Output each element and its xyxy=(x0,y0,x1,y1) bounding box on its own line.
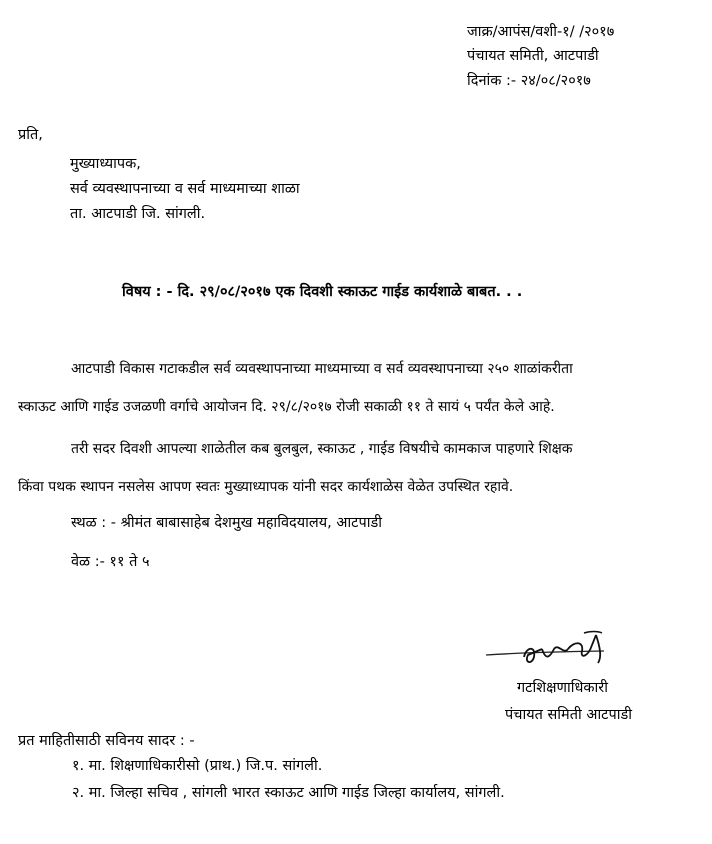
recipient-schools: सर्व व्यवस्थापनाच्या व सर्व माध्यमाच्या शाळा xyxy=(70,181,300,197)
body-paragraph-1-line-1: आटपाडी विकास गटाकडील सर्व व्यवस्थापनाच्या माध्यमाच्या व सर्व व्यवस्थापनाच्या २५० शाळांकरीता xyxy=(71,361,573,377)
copy-to-heading: प्रत माहितीसाठी सविनय सादर : - xyxy=(18,733,195,749)
handwritten-signature xyxy=(484,627,624,677)
letter-date: दिनांक :- २४/०८/२०१७ xyxy=(467,73,591,89)
subject-line: विषय : - दि. २९/०८/२०१७ एक दिवशी स्काऊट गाईड कार्यशाळे बाबत. . . xyxy=(122,284,523,300)
recipient-address: ता. आटपाडी जि. सांगली. xyxy=(70,206,206,222)
office-name: पंचायत समिती, आटपाडी xyxy=(467,48,599,64)
salutation: प्रति, xyxy=(18,127,43,143)
body-paragraph-2-line-1: तरी सदर दिवशी आपल्या शाळेतील कब बुलबुल, स्काऊट , गाईड विषयीचे कामकाज पाहणारे शिक्षक xyxy=(71,441,573,457)
body-paragraph-2-line-2: किंवा पथक स्थापन नसलेस आपण स्वतः मुख्याध्यापक यांनी सदर कार्यशाळेस वेळेत उपस्थित रहावे. xyxy=(18,479,514,495)
venue-line: स्थळ : - श्रीमंत बाबासाहेब देशमुख महाविदयालय, आटपाडी xyxy=(71,515,382,531)
time-line: वेळ :- ११ ते ५ xyxy=(71,554,150,570)
signatory-office: पंचायत समिती आटपाडी xyxy=(505,707,632,723)
reference-number: जाक्र/आपंस/वशी-१/ /२०१७ xyxy=(467,24,615,40)
body-paragraph-1-line-2: स्काऊट आणि गाईड उजळणी वर्गाचे आयोजन दि. २९/८/२०१७ रोजी सकाळी ११ ते सायं ५ पर्यंत केले आहे. xyxy=(18,399,555,415)
copy-to-item-2: २. मा. जिल्हा सचिव , सांगली भारत स्काऊट आणि गाईड जिल्हा कार्यालय, सांगली. xyxy=(72,785,505,801)
signatory-title: गटशिक्षणाधिकारी xyxy=(517,680,608,696)
copy-to-item-1: १. मा. शिक्षणाधिकारीसो (प्राथ.) जि.प. सांगली. xyxy=(72,758,323,774)
recipient-designation: मुख्याध्यापक, xyxy=(70,156,141,172)
